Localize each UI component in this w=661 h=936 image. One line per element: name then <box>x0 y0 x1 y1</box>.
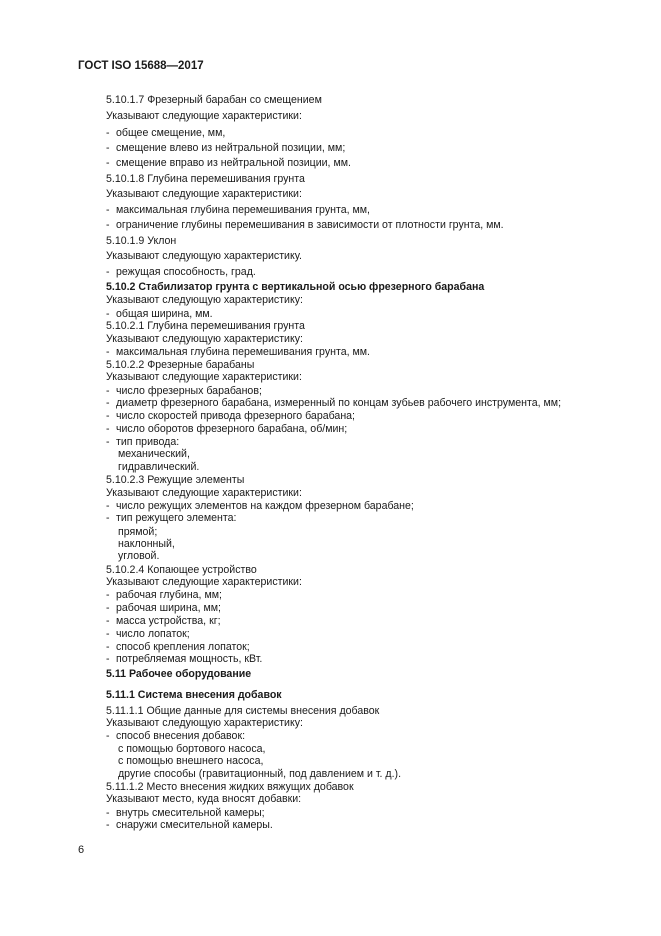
line-text: снаружи смесительной камеры. <box>116 819 273 831</box>
line-text: рабочая глубина, мм; <box>116 589 222 601</box>
line-text: общая ширина, мм. <box>116 308 213 320</box>
line-text: рабочая ширина, мм; <box>116 602 221 614</box>
line-text: угловой. <box>118 550 160 562</box>
text-line <box>106 332 303 346</box>
text-line <box>106 109 302 123</box>
list-item <box>106 345 370 359</box>
line-text: другие способы (гравитационный, под давлением и т. д.). <box>118 768 402 780</box>
text-line <box>106 792 301 806</box>
line-text: Указывают следующую характеристику: <box>106 333 303 345</box>
text-line <box>106 473 244 487</box>
line-text: Указывают следующие характеристики: <box>106 576 302 588</box>
list-dash: - <box>106 436 110 448</box>
text-line <box>106 319 305 333</box>
line-text: Указывают следующие характеристики: <box>106 110 302 122</box>
section-heading <box>106 688 282 702</box>
line-text: число фрезерных барабанов; <box>116 385 262 397</box>
list-dash: - <box>106 385 110 397</box>
line-text: ограничение глубины перемешивания в зависимости от плотности грунта, мм. <box>116 219 504 231</box>
text-line <box>106 716 303 730</box>
line-text: 5.10.2.3 Режущие элементы <box>106 474 245 486</box>
text-line <box>118 447 190 461</box>
line-text: 5.10.1.9 Уклон <box>106 235 177 247</box>
line-text: 5.11 Рабочее оборудование <box>106 668 252 680</box>
page-number: 6 <box>78 844 85 856</box>
list-dash: - <box>106 615 110 627</box>
line-text: с помощью бортового насоса, <box>118 743 266 755</box>
list-dash: - <box>106 397 110 409</box>
line-text: максимальная глубина перемешивания грунта, мм, <box>116 204 370 216</box>
list-dash: - <box>106 204 110 216</box>
text-line <box>106 575 302 589</box>
list-dash: - <box>106 308 110 320</box>
text-line <box>106 486 302 500</box>
list-dash: - <box>106 730 110 742</box>
text-line <box>106 293 303 307</box>
list-item <box>106 601 221 615</box>
line-text: способ внесения добавок: <box>116 730 246 742</box>
line-text: диаметр фрезерного барабана, измеренный по концам зубьев рабочего инструмента, мм; <box>116 397 562 409</box>
text-line <box>106 234 176 248</box>
list-dash: - <box>106 819 110 831</box>
line-text: механический, <box>118 448 190 460</box>
list-item <box>106 627 190 641</box>
line-text: 5.10.2.4 Копающее устройство <box>106 564 257 576</box>
line-text: число режущих элементов на каждом фрезерном барабане; <box>116 500 414 512</box>
line-text: 5.10.2 Стабилизатор грунта с вертикальной осью фрезерного барабана <box>106 281 485 293</box>
line-text: Указывают следующую характеристику. <box>106 250 302 262</box>
line-text: число оборотов фрезерного барабана, об/мин; <box>116 423 348 435</box>
line-text: масса устройства, кг; <box>116 615 221 627</box>
line-text: общее смещение, мм, <box>116 127 226 139</box>
list-dash: - <box>106 423 110 435</box>
list-item <box>106 141 345 155</box>
line-text: Указывают следующую характеристику: <box>106 294 303 306</box>
line-text: режущая способность, град. <box>116 266 256 278</box>
list-dash: - <box>106 266 110 278</box>
line-text: Указывают следующие характеристики: <box>106 487 302 499</box>
list-dash: - <box>106 157 110 169</box>
line-text: смещение вправо из нейтральной позиции, мм. <box>116 157 351 169</box>
line-text: тип привода: <box>116 436 180 448</box>
line-text: потребляемая мощность, кВт. <box>116 653 263 665</box>
line-text: 5.10.2.2 Фрезерные барабаны <box>106 359 255 371</box>
line-text: внутрь смесительной камеры; <box>116 807 265 819</box>
line-text: число скоростей привода фрезерного барабана; <box>116 410 356 422</box>
list-item <box>106 511 236 525</box>
list-item <box>106 422 347 436</box>
list-item <box>106 126 225 140</box>
list-item <box>106 652 262 666</box>
document-header: ГОСТ ISO 15688—2017 <box>78 60 204 72</box>
line-text: наклонный, <box>118 538 175 550</box>
text-line <box>118 754 263 768</box>
list-item <box>106 265 256 279</box>
line-text: 5.11.1.1 Общие данные для системы внесения добавок <box>106 705 380 717</box>
text-line <box>118 767 401 781</box>
line-text: прямой; <box>118 526 158 538</box>
list-dash: - <box>106 127 110 139</box>
line-text: 5.10.1.8 Глубина перемешивания грунта <box>106 173 305 185</box>
list-item <box>106 218 504 232</box>
list-item <box>106 588 222 602</box>
line-text: Указывают следующие характеристики: <box>106 371 302 383</box>
text-line <box>106 370 302 384</box>
line-text: гидравлический. <box>118 461 200 473</box>
text-line <box>106 249 302 263</box>
list-item <box>106 614 221 628</box>
list-item <box>106 203 370 217</box>
list-item <box>106 818 273 832</box>
list-dash: - <box>106 602 110 614</box>
line-text: с помощью внешнего насоса, <box>118 755 264 767</box>
list-dash: - <box>106 219 110 231</box>
line-text: 5.10.1.7 Фрезерный барабан со смещением <box>106 94 322 106</box>
line-text: способ крепления лопаток; <box>116 641 250 653</box>
line-text: 5.11.1.2 Место внесения жидких вяжущих добавок <box>106 781 354 793</box>
line-text: число лопаток; <box>116 628 190 640</box>
line-text: максимальная глубина перемешивания грунта, мм. <box>116 346 370 358</box>
section-heading <box>106 280 484 294</box>
text-line <box>118 549 159 563</box>
list-dash: - <box>106 807 110 819</box>
list-dash: - <box>106 346 110 358</box>
line-text: Указывают следующую характеристику: <box>106 717 303 729</box>
list-dash: - <box>106 512 110 524</box>
list-dash: - <box>106 410 110 422</box>
list-dash: - <box>106 641 110 653</box>
line-text: 5.10.2.1 Глубина перемешивания грунта <box>106 320 305 332</box>
line-text: Указывают место, куда вносят добавки: <box>106 793 302 805</box>
list-item <box>106 409 355 423</box>
section-heading <box>106 667 251 681</box>
line-text: 5.11.1 Система внесения добавок <box>106 689 282 701</box>
text-line <box>106 187 302 201</box>
list-item <box>106 729 245 743</box>
text-line <box>106 172 305 186</box>
list-dash: - <box>106 500 110 512</box>
list-dash: - <box>106 589 110 601</box>
list-dash: - <box>106 142 110 154</box>
list-dash: - <box>106 628 110 640</box>
line-text: Указывают следующие характеристики: <box>106 188 302 200</box>
list-item <box>106 396 561 410</box>
text-line <box>118 460 199 474</box>
list-dash: - <box>106 653 110 665</box>
list-item <box>106 156 351 170</box>
line-text: смещение влево из нейтральной позиции, мм; <box>116 142 346 154</box>
line-text: тип режущего элемента: <box>116 512 237 524</box>
text-line <box>106 93 322 107</box>
